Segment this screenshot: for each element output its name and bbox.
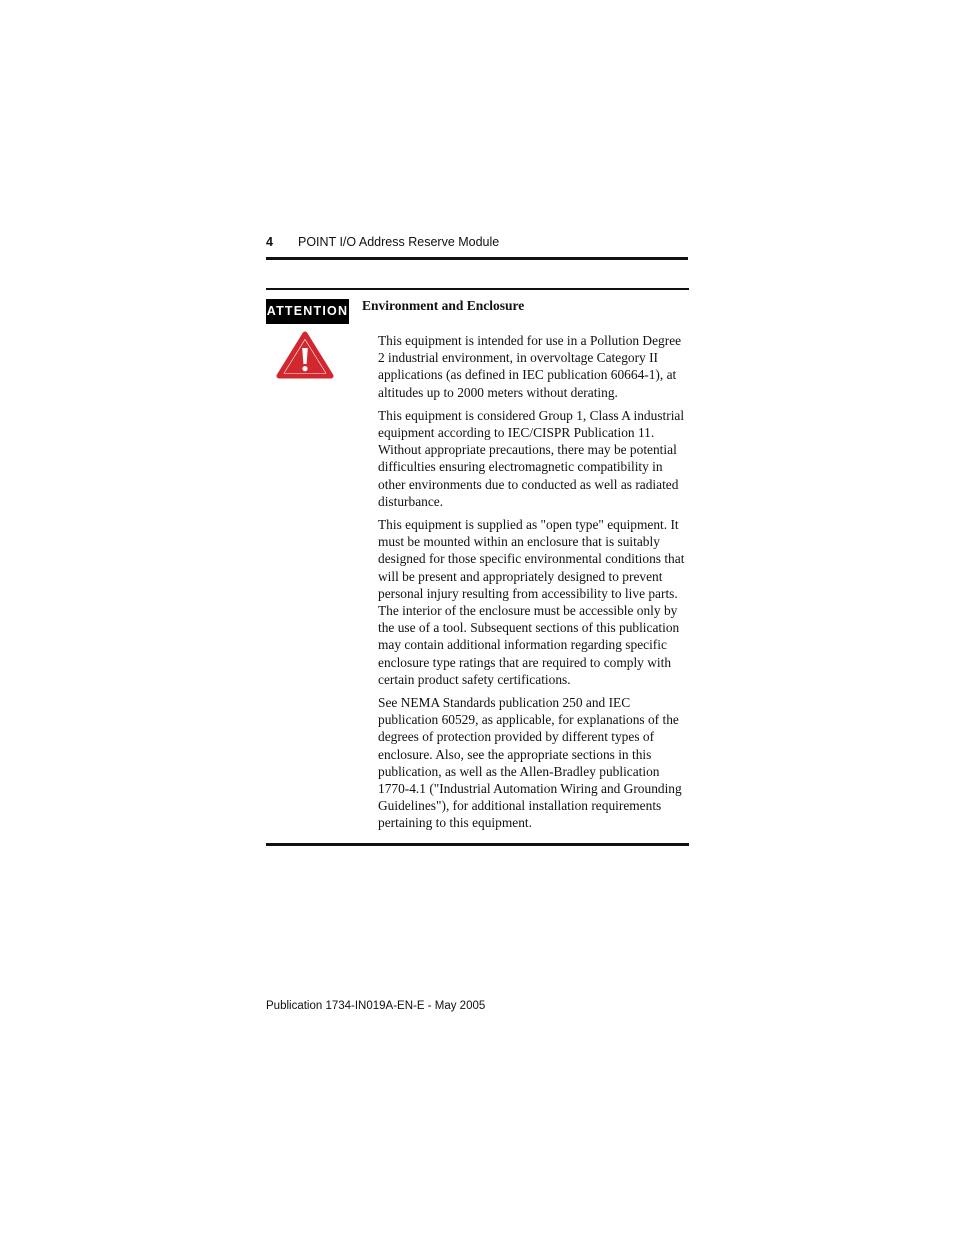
publication-footer: Publication 1734-IN019A-EN-E - May 2005 xyxy=(266,1000,486,1012)
running-title: POINT I/O Address Reserve Module xyxy=(298,235,500,249)
section-heading: Environment and Enclosure xyxy=(362,298,525,313)
page-header xyxy=(266,234,688,250)
paragraph-pollution-degree: This equipment is intended for use in a Pollution Degree 2 industrial environment, in overvoltage Category II applications (as defined in IEC publication 60664-1), at altitudes up to 2000 meters without derating. xyxy=(378,333,682,400)
paragraph-nema-standards: See NEMA Standards publication 250 and IEC publication 60529, as applicable, for explanations of the degrees of protection provided by different types of enclosure. Also, see the appropriate sections in this publication, as well as the Allen-Bradley publication 1770-4.1 ("Industrial Automation Wiring and Grounding Guidelines"), for additional installation requirements pertaining to this equipment. xyxy=(378,695,682,831)
attention-bottom-rule xyxy=(266,843,689,846)
attention-top-rule xyxy=(266,288,689,290)
paragraph-open-type: This equipment is supplied as "open type" equipment. It must be mounted within an enclosure that is suitably designed for those specific environmental conditions that will be present and appropriately designed to prevent personal injury resulting from accessibility to live parts. The interior of the enclosure must be accessible only by the use of a tool. Subsequent sections of this publication may contain additional information regarding specific enclosure type ratings that are required to comply with certain product safety certifications. xyxy=(378,517,685,687)
paragraph-emc-group: This equipment is considered Group 1, Class A industrial equipment according to IEC/CISPR Publication 11. Without appropriate precautions, there may be potential difficulties ensuring electromagnetic compatibility in other environments due to conducted as well as radiated disturbance. xyxy=(378,407,685,509)
attention-badge: ATTENTION xyxy=(266,299,349,324)
page-number: 4 xyxy=(266,235,273,249)
warning-triangle-icon xyxy=(276,331,334,379)
attention-body xyxy=(378,332,690,838)
header-rule xyxy=(266,257,688,260)
